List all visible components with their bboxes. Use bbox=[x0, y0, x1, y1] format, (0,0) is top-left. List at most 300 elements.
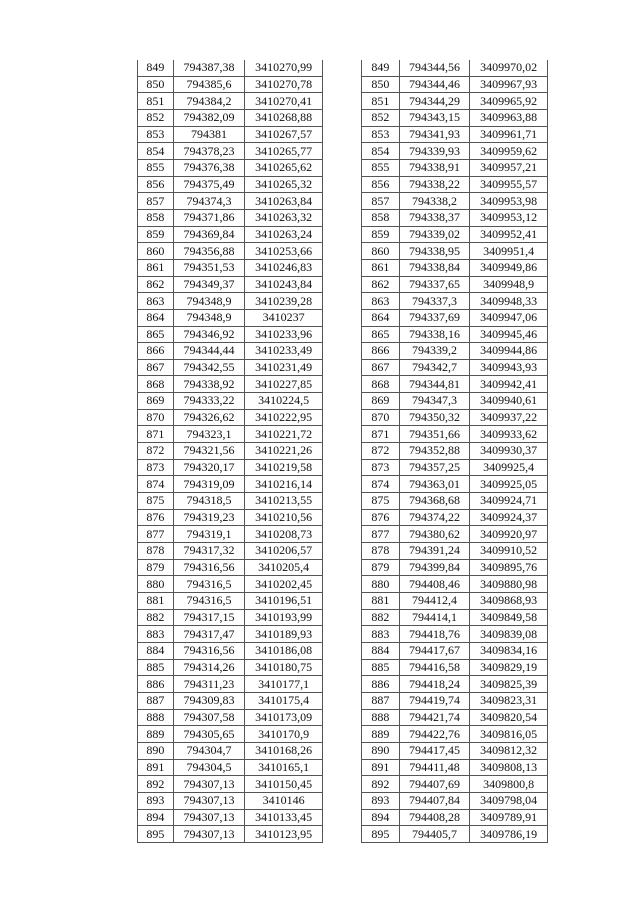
point-number-cell: 877 bbox=[362, 526, 400, 543]
x-coordinate-cell: 794357,25 bbox=[399, 459, 470, 476]
x-coordinate-cell: 794399,84 bbox=[399, 559, 470, 576]
y-coordinate-cell: 3410231,49 bbox=[245, 359, 323, 376]
y-coordinate-cell: 3409945,46 bbox=[470, 326, 548, 343]
table-row bbox=[362, 609, 548, 626]
y-coordinate-cell: 3410189,93 bbox=[245, 626, 323, 643]
point-number-cell: 870 bbox=[362, 409, 400, 426]
x-coordinate-cell: 794384,2 bbox=[173, 93, 245, 110]
point-number-cell: 855 bbox=[138, 159, 174, 176]
point-number-cell: 854 bbox=[362, 143, 400, 160]
x-coordinate-cell: 794344,81 bbox=[399, 376, 470, 393]
y-coordinate-cell: 3410263,84 bbox=[245, 193, 323, 210]
table-row bbox=[362, 559, 548, 576]
x-coordinate-cell: 794311,23 bbox=[173, 676, 245, 693]
table-row bbox=[138, 393, 323, 410]
table-row bbox=[138, 76, 323, 93]
x-coordinate-cell: 794387,38 bbox=[173, 60, 245, 76]
x-coordinate-cell: 794411,48 bbox=[399, 759, 470, 776]
y-coordinate-cell: 3409820,54 bbox=[470, 709, 548, 726]
x-coordinate-cell: 794369,84 bbox=[173, 226, 245, 243]
point-number-cell: 861 bbox=[362, 259, 400, 276]
y-coordinate-cell: 3410233,49 bbox=[245, 343, 323, 360]
x-coordinate-cell: 794348,9 bbox=[173, 309, 245, 326]
point-number-cell: 894 bbox=[362, 809, 400, 826]
y-coordinate-cell: 3409925,4 bbox=[470, 459, 548, 476]
point-number-cell: 870 bbox=[138, 409, 174, 426]
x-coordinate-cell: 794319,1 bbox=[173, 526, 245, 543]
x-coordinate-cell: 794385,6 bbox=[173, 76, 245, 93]
y-coordinate-cell: 3409955,57 bbox=[470, 176, 548, 193]
x-coordinate-cell: 794371,86 bbox=[173, 209, 245, 226]
table-row bbox=[362, 359, 548, 376]
point-number-cell: 857 bbox=[362, 193, 400, 210]
x-coordinate-cell: 794338,84 bbox=[399, 259, 470, 276]
x-coordinate-cell: 794307,13 bbox=[173, 809, 245, 826]
table-row bbox=[138, 726, 323, 743]
y-coordinate-cell: 3410221,26 bbox=[245, 443, 323, 460]
y-coordinate-cell: 3410222,95 bbox=[245, 409, 323, 426]
table-row bbox=[138, 226, 323, 243]
y-coordinate-cell: 3409798,04 bbox=[470, 792, 548, 809]
x-coordinate-cell: 794314,26 bbox=[173, 659, 245, 676]
x-coordinate-cell: 794323,1 bbox=[173, 426, 245, 443]
table-row bbox=[362, 276, 548, 293]
x-coordinate-cell: 794346,92 bbox=[173, 326, 245, 343]
table-row bbox=[362, 109, 548, 126]
point-number-cell: 878 bbox=[362, 543, 400, 560]
y-coordinate-cell: 3410221,72 bbox=[245, 426, 323, 443]
x-coordinate-cell: 794337,65 bbox=[399, 276, 470, 293]
table-row bbox=[138, 609, 323, 626]
point-number-cell: 888 bbox=[138, 709, 174, 726]
table-row bbox=[138, 509, 323, 526]
point-number-cell: 858 bbox=[362, 209, 400, 226]
y-coordinate-cell: 3410267,57 bbox=[245, 126, 323, 143]
table-row bbox=[138, 826, 323, 843]
point-number-cell: 880 bbox=[138, 576, 174, 593]
y-coordinate-cell: 3409868,93 bbox=[470, 593, 548, 610]
x-coordinate-cell: 794380,62 bbox=[399, 526, 470, 543]
table-row bbox=[138, 309, 323, 326]
point-number-cell: 853 bbox=[362, 126, 400, 143]
point-number-cell: 852 bbox=[138, 109, 174, 126]
table-row bbox=[138, 493, 323, 510]
x-coordinate-cell: 794339,2 bbox=[399, 343, 470, 360]
x-coordinate-cell: 794338,2 bbox=[399, 193, 470, 210]
table-row bbox=[362, 776, 548, 793]
point-number-cell: 886 bbox=[138, 676, 174, 693]
table-row bbox=[362, 443, 548, 460]
table-row bbox=[138, 193, 323, 210]
y-coordinate-cell: 3410186,08 bbox=[245, 642, 323, 659]
point-number-cell: 872 bbox=[362, 443, 400, 460]
table-row bbox=[362, 426, 548, 443]
table-row bbox=[138, 443, 323, 460]
y-coordinate-cell: 3410213,55 bbox=[245, 493, 323, 510]
table-row bbox=[362, 792, 548, 809]
y-coordinate-cell: 3410133,45 bbox=[245, 809, 323, 826]
y-coordinate-cell: 3410243,84 bbox=[245, 276, 323, 293]
point-number-cell: 850 bbox=[362, 76, 400, 93]
table-row bbox=[138, 343, 323, 360]
x-coordinate-cell: 794304,5 bbox=[173, 759, 245, 776]
table-row bbox=[362, 809, 548, 826]
x-coordinate-cell: 794342,55 bbox=[173, 359, 245, 376]
x-coordinate-cell: 794318,5 bbox=[173, 493, 245, 510]
point-number-cell: 863 bbox=[362, 293, 400, 310]
x-coordinate-cell: 794347,3 bbox=[399, 393, 470, 410]
point-number-cell: 864 bbox=[138, 309, 174, 326]
y-coordinate-cell: 3409947,06 bbox=[470, 309, 548, 326]
x-coordinate-cell: 794376,38 bbox=[173, 159, 245, 176]
point-number-cell: 855 bbox=[362, 159, 400, 176]
x-coordinate-cell: 794363,01 bbox=[399, 476, 470, 493]
y-coordinate-cell: 3410265,32 bbox=[245, 176, 323, 193]
y-coordinate-cell: 3410193,99 bbox=[245, 609, 323, 626]
table-row bbox=[138, 93, 323, 110]
y-coordinate-cell: 3409937,22 bbox=[470, 409, 548, 426]
point-number-cell: 879 bbox=[362, 559, 400, 576]
point-number-cell: 860 bbox=[138, 243, 174, 260]
x-coordinate-cell: 794408,46 bbox=[399, 576, 470, 593]
x-coordinate-cell: 794381 bbox=[173, 126, 245, 143]
table-row bbox=[138, 692, 323, 709]
x-coordinate-cell: 794317,32 bbox=[173, 543, 245, 560]
y-coordinate-cell: 3410233,96 bbox=[245, 326, 323, 343]
table-row bbox=[138, 676, 323, 693]
table-row bbox=[362, 293, 548, 310]
y-coordinate-cell: 3409952,41 bbox=[470, 226, 548, 243]
x-coordinate-cell: 794375,49 bbox=[173, 176, 245, 193]
x-coordinate-cell: 794344,56 bbox=[399, 60, 470, 76]
point-number-cell: 866 bbox=[362, 343, 400, 360]
y-coordinate-cell: 3409910,52 bbox=[470, 543, 548, 560]
table-row bbox=[138, 109, 323, 126]
table-row bbox=[138, 126, 323, 143]
table-row bbox=[138, 642, 323, 659]
table-row bbox=[362, 76, 548, 93]
y-coordinate-cell: 3409965,92 bbox=[470, 93, 548, 110]
y-coordinate-cell: 3410270,41 bbox=[245, 93, 323, 110]
point-number-cell: 867 bbox=[138, 359, 174, 376]
point-number-cell: 864 bbox=[362, 309, 400, 326]
x-coordinate-cell: 794407,69 bbox=[399, 776, 470, 793]
x-coordinate-cell: 794391,24 bbox=[399, 543, 470, 560]
x-coordinate-cell: 794343,15 bbox=[399, 109, 470, 126]
y-coordinate-cell: 3409800,8 bbox=[470, 776, 548, 793]
x-coordinate-cell: 794326,62 bbox=[173, 409, 245, 426]
point-number-cell: 874 bbox=[362, 476, 400, 493]
point-number-cell: 849 bbox=[362, 60, 400, 76]
table-row bbox=[138, 476, 323, 493]
table-row bbox=[362, 176, 548, 193]
table-row bbox=[362, 476, 548, 493]
coordinates-table-left bbox=[137, 60, 323, 843]
table-row bbox=[138, 809, 323, 826]
table-row bbox=[138, 326, 323, 343]
y-coordinate-cell: 3410253,66 bbox=[245, 243, 323, 260]
y-coordinate-cell: 3410146 bbox=[245, 792, 323, 809]
y-coordinate-cell: 3410205,4 bbox=[245, 559, 323, 576]
point-number-cell: 872 bbox=[138, 443, 174, 460]
y-coordinate-cell: 3409943,93 bbox=[470, 359, 548, 376]
x-coordinate-cell: 794418,24 bbox=[399, 676, 470, 693]
point-number-cell: 885 bbox=[138, 659, 174, 676]
table-row bbox=[362, 343, 548, 360]
x-coordinate-cell: 794317,47 bbox=[173, 626, 245, 643]
x-coordinate-cell: 794417,45 bbox=[399, 742, 470, 759]
table-row bbox=[138, 143, 323, 160]
y-coordinate-cell: 3409961,71 bbox=[470, 126, 548, 143]
table-row bbox=[138, 176, 323, 193]
table-row bbox=[362, 243, 548, 260]
x-coordinate-cell: 794307,13 bbox=[173, 826, 245, 843]
y-coordinate-cell: 3410208,73 bbox=[245, 526, 323, 543]
point-number-cell: 867 bbox=[362, 359, 400, 376]
point-number-cell: 885 bbox=[362, 659, 400, 676]
table-row bbox=[362, 826, 548, 843]
y-coordinate-cell: 3409959,62 bbox=[470, 143, 548, 160]
table-row bbox=[138, 792, 323, 809]
point-number-cell: 851 bbox=[362, 93, 400, 110]
point-number-cell: 866 bbox=[138, 343, 174, 360]
point-number-cell: 895 bbox=[138, 826, 174, 843]
point-number-cell: 873 bbox=[362, 459, 400, 476]
table-row bbox=[362, 659, 548, 676]
table-row bbox=[138, 626, 323, 643]
table-row bbox=[362, 93, 548, 110]
point-number-cell: 890 bbox=[138, 742, 174, 759]
y-coordinate-cell: 3410265,62 bbox=[245, 159, 323, 176]
y-coordinate-cell: 3409944,86 bbox=[470, 343, 548, 360]
x-coordinate-cell: 794338,95 bbox=[399, 243, 470, 260]
x-coordinate-cell: 794307,13 bbox=[173, 776, 245, 793]
y-coordinate-cell: 3409942,41 bbox=[470, 376, 548, 393]
x-coordinate-cell: 794407,84 bbox=[399, 792, 470, 809]
point-number-cell: 860 bbox=[362, 243, 400, 260]
x-coordinate-cell: 794416,58 bbox=[399, 659, 470, 676]
y-coordinate-cell: 3410224,5 bbox=[245, 393, 323, 410]
y-coordinate-cell: 3410239,28 bbox=[245, 293, 323, 310]
y-coordinate-cell: 3410246,83 bbox=[245, 259, 323, 276]
y-coordinate-cell: 3409948,9 bbox=[470, 276, 548, 293]
y-coordinate-cell: 3409970,02 bbox=[470, 60, 548, 76]
y-coordinate-cell: 3410237 bbox=[245, 309, 323, 326]
x-coordinate-cell: 794344,46 bbox=[399, 76, 470, 93]
point-number-cell: 858 bbox=[138, 209, 174, 226]
table-row bbox=[362, 642, 548, 659]
point-number-cell: 849 bbox=[138, 60, 174, 76]
table-row bbox=[138, 426, 323, 443]
x-coordinate-cell: 794316,56 bbox=[173, 642, 245, 659]
table-row bbox=[362, 459, 548, 476]
point-number-cell: 865 bbox=[138, 326, 174, 343]
x-coordinate-cell: 794417,67 bbox=[399, 642, 470, 659]
table-row bbox=[362, 126, 548, 143]
point-number-cell: 883 bbox=[362, 626, 400, 643]
table-row bbox=[362, 326, 548, 343]
table-row bbox=[138, 276, 323, 293]
y-coordinate-cell: 3409829,19 bbox=[470, 659, 548, 676]
point-number-cell: 856 bbox=[138, 176, 174, 193]
point-number-cell: 881 bbox=[362, 593, 400, 610]
y-coordinate-cell: 3409951,4 bbox=[470, 243, 548, 260]
x-coordinate-cell: 794374,3 bbox=[173, 193, 245, 210]
table-row bbox=[138, 60, 323, 76]
table-row bbox=[138, 409, 323, 426]
table-row bbox=[362, 543, 548, 560]
point-number-cell: 862 bbox=[138, 276, 174, 293]
x-coordinate-cell: 794352,88 bbox=[399, 443, 470, 460]
x-coordinate-cell: 794307,13 bbox=[173, 792, 245, 809]
y-coordinate-cell: 3410216,14 bbox=[245, 476, 323, 493]
x-coordinate-cell: 794337,3 bbox=[399, 293, 470, 310]
table-row bbox=[138, 459, 323, 476]
point-number-cell: 879 bbox=[138, 559, 174, 576]
point-number-cell: 851 bbox=[138, 93, 174, 110]
table-row bbox=[362, 526, 548, 543]
table-row bbox=[138, 776, 323, 793]
x-coordinate-cell: 794320,17 bbox=[173, 459, 245, 476]
point-number-cell: 891 bbox=[362, 759, 400, 776]
point-number-cell: 865 bbox=[362, 326, 400, 343]
table-row bbox=[362, 209, 548, 226]
y-coordinate-cell: 3410270,99 bbox=[245, 60, 323, 76]
x-coordinate-cell: 794319,23 bbox=[173, 509, 245, 526]
table-row bbox=[362, 159, 548, 176]
y-coordinate-cell: 3410168,26 bbox=[245, 742, 323, 759]
x-coordinate-cell: 794405,7 bbox=[399, 826, 470, 843]
y-coordinate-cell: 3409895,76 bbox=[470, 559, 548, 576]
point-number-cell: 880 bbox=[362, 576, 400, 593]
point-number-cell: 889 bbox=[138, 726, 174, 743]
y-coordinate-cell: 3409953,12 bbox=[470, 209, 548, 226]
y-coordinate-cell: 3409880,98 bbox=[470, 576, 548, 593]
x-coordinate-cell: 794341,93 bbox=[399, 126, 470, 143]
point-number-cell: 882 bbox=[362, 609, 400, 626]
y-coordinate-cell: 3409949,86 bbox=[470, 259, 548, 276]
y-coordinate-cell: 3410177,1 bbox=[245, 676, 323, 693]
point-number-cell: 890 bbox=[362, 742, 400, 759]
x-coordinate-cell: 794349,37 bbox=[173, 276, 245, 293]
x-coordinate-cell: 794344,44 bbox=[173, 343, 245, 360]
x-coordinate-cell: 794317,15 bbox=[173, 609, 245, 626]
table-row bbox=[138, 709, 323, 726]
x-coordinate-cell: 794350,32 bbox=[399, 409, 470, 426]
y-coordinate-cell: 3409933,62 bbox=[470, 426, 548, 443]
x-coordinate-cell: 794408,28 bbox=[399, 809, 470, 826]
table-row bbox=[138, 659, 323, 676]
y-coordinate-cell: 3409786,19 bbox=[470, 826, 548, 843]
point-number-cell: 888 bbox=[362, 709, 400, 726]
table-row bbox=[138, 526, 323, 543]
table-row bbox=[138, 543, 323, 560]
point-number-cell: 859 bbox=[362, 226, 400, 243]
x-coordinate-cell: 794304,7 bbox=[173, 742, 245, 759]
table-row bbox=[138, 593, 323, 610]
point-number-cell: 881 bbox=[138, 593, 174, 610]
y-coordinate-cell: 3410206,57 bbox=[245, 543, 323, 560]
table-row bbox=[138, 742, 323, 759]
y-coordinate-cell: 3409948,33 bbox=[470, 293, 548, 310]
table-row bbox=[362, 376, 548, 393]
y-coordinate-cell: 3410180,75 bbox=[245, 659, 323, 676]
point-number-cell: 891 bbox=[138, 759, 174, 776]
x-coordinate-cell: 794316,5 bbox=[173, 576, 245, 593]
table-row bbox=[138, 259, 323, 276]
point-number-cell: 856 bbox=[362, 176, 400, 193]
y-coordinate-cell: 3409957,21 bbox=[470, 159, 548, 176]
y-coordinate-cell: 3409849,58 bbox=[470, 609, 548, 626]
y-coordinate-cell: 3409839,08 bbox=[470, 626, 548, 643]
y-coordinate-cell: 3409823,31 bbox=[470, 692, 548, 709]
y-coordinate-cell: 3409940,61 bbox=[470, 393, 548, 410]
x-coordinate-cell: 794339,02 bbox=[399, 226, 470, 243]
y-coordinate-cell: 3409924,37 bbox=[470, 509, 548, 526]
point-number-cell: 857 bbox=[138, 193, 174, 210]
point-number-cell: 884 bbox=[138, 642, 174, 659]
table-row bbox=[362, 143, 548, 160]
table-row bbox=[362, 193, 548, 210]
table-row bbox=[138, 376, 323, 393]
y-coordinate-cell: 3409816,05 bbox=[470, 726, 548, 743]
y-coordinate-cell: 3409963,88 bbox=[470, 109, 548, 126]
x-coordinate-cell: 794419,74 bbox=[399, 692, 470, 709]
point-number-cell: 871 bbox=[362, 426, 400, 443]
point-number-cell: 893 bbox=[362, 792, 400, 809]
y-coordinate-cell: 3409930,37 bbox=[470, 443, 548, 460]
point-number-cell: 894 bbox=[138, 809, 174, 826]
y-coordinate-cell: 3410123,95 bbox=[245, 826, 323, 843]
point-number-cell: 876 bbox=[362, 509, 400, 526]
point-number-cell: 877 bbox=[138, 526, 174, 543]
y-coordinate-cell: 3410265,77 bbox=[245, 143, 323, 160]
table-row bbox=[362, 676, 548, 693]
table-row bbox=[362, 226, 548, 243]
table-row bbox=[362, 593, 548, 610]
point-number-cell: 875 bbox=[138, 493, 174, 510]
point-number-cell: 887 bbox=[362, 692, 400, 709]
point-number-cell: 892 bbox=[362, 776, 400, 793]
table-row bbox=[138, 159, 323, 176]
x-coordinate-cell: 794309,83 bbox=[173, 692, 245, 709]
table-row bbox=[362, 259, 548, 276]
table-row bbox=[362, 742, 548, 759]
point-number-cell: 873 bbox=[138, 459, 174, 476]
table-row bbox=[362, 626, 548, 643]
point-number-cell: 876 bbox=[138, 509, 174, 526]
point-number-cell: 852 bbox=[362, 109, 400, 126]
y-coordinate-cell: 3409812,32 bbox=[470, 742, 548, 759]
x-coordinate-cell: 794378,23 bbox=[173, 143, 245, 160]
point-number-cell: 887 bbox=[138, 692, 174, 709]
x-coordinate-cell: 794356,88 bbox=[173, 243, 245, 260]
table-row bbox=[362, 409, 548, 426]
point-number-cell: 854 bbox=[138, 143, 174, 160]
table-row bbox=[362, 692, 548, 709]
table-row bbox=[362, 726, 548, 743]
point-number-cell: 869 bbox=[362, 393, 400, 410]
x-coordinate-cell: 794338,22 bbox=[399, 176, 470, 193]
x-coordinate-cell: 794342,7 bbox=[399, 359, 470, 376]
x-coordinate-cell: 794344,29 bbox=[399, 93, 470, 110]
point-number-cell: 868 bbox=[138, 376, 174, 393]
table-row bbox=[362, 309, 548, 326]
point-number-cell: 868 bbox=[362, 376, 400, 393]
y-coordinate-cell: 3410173,09 bbox=[245, 709, 323, 726]
point-number-cell: 889 bbox=[362, 726, 400, 743]
y-coordinate-cell: 3409924,71 bbox=[470, 493, 548, 510]
